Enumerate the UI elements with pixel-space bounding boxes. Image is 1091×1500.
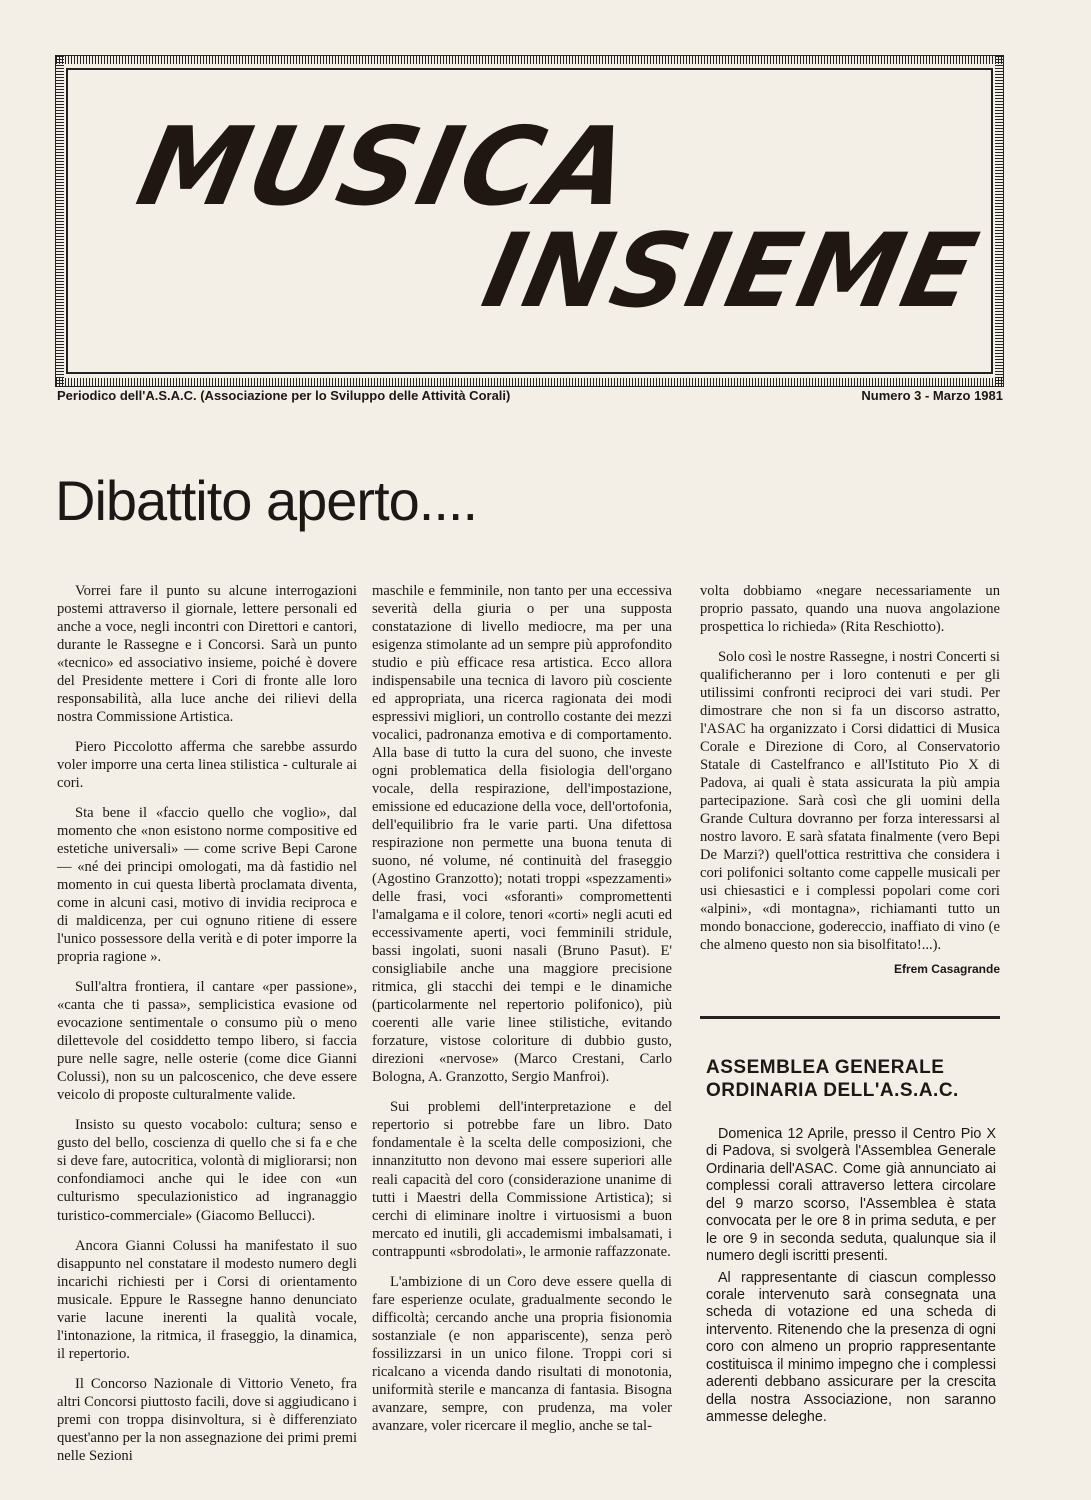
paragraph: maschile e femminile, non tanto per una eccessiva severità della giuria o per una supposta constatazione di livello mediocre, ma per una esigenza stimolante ad un sempre più approfondito studio e più efficace resa artistica. Ecco allora indispensabile una tecnica di lavoro più cosciente ed appropriata, una ricerca ragionata dei modi espressivi migliori, un controllo costante dei mezzi vocalici, padronanza emotiva e di comportamento. Alla base di tutto la cura del suono, che investe ogni problematica della fisiologia dell'organo vocale, della respirazione, dell'impostazione, emissione ed educazione della voce, dell'ortofonia, dell'equilibrio fra le varie parti. Una difettosa respirazione non permette una buona tenuta di suono, né volume, né continuità del fraseggio (Agostino Granzotto); notati troppi «spezzamenti» delle frasi, voci «sforanti» compromettenti l'amalgama e il colore, tenori «corti» negli acuti ed eccessivamente aperti, voci femminili stridule, bassi ingolati, suoni nasali (Bruno Pasut). E' consigliabile anche una maggiore precisione ritmica, gli stacchi dei tempi e le dinamiche (particolarmente nel repertorio polifonico), più coerenti alle varie linee stilistiche, evitando forzature, vistose coloriture di dubbio gusto, direzioni «nervose» (Marco Crestani, Carlo Bologna, A. Granzotto, Sergio Manfroi).: [372, 583, 672, 1086]
paragraph: L'ambizione di un Coro deve essere quella di fare esperienze oculate, gradualmente secondo le difficoltà; cercando anche una propria fisionomia sostanziale (e non appariscente), senza però fossilizzarsi in un unico filone. Troppi cori si ricalcano a vicenda dando risultati di monotonia, uniformità sterile e mancanza di fantasia. Bisogna avanzare, sempre, con prudenza, ma voler avanzare, voler ricercare il meglio, anche se tal-: [372, 1273, 672, 1434]
logo-title-line2: INSIEME: [473, 212, 989, 331]
paragraph: Sta bene il «faccio quello che voglio», dal momento che «non esistono norme compositive ed estetiche universali» — come scrive Bepi Carone — «né dei principi omologati, ma dà fastidio nel momento in cui questa libertà proclamata diventa, come in alcuni casi, motivo di invidia reciproca e di maldicenza, per cui ognuno ritiene di essere l'unico possessore della verità e di poter imporre la propria ragione ».: [57, 805, 357, 966]
section-divider: [700, 1016, 1000, 1019]
paragraph: volta dobbiamo «negare necessariamente un proprio passato, quando una nuova angolazione prospettica lo richieda» (Rita Reschiotto).: [700, 583, 1000, 636]
paragraph: Insisto su questo vocabolo: cultura; senso e gusto del bello, coscienza di quello che si fa e che si deve fare, autocritica, volontà di migliorarsi; non confondiamoci anche qui le idee con «un culturismo speculazionistico ad ingranaggio turistico-commerciale» (Giacomo Bellucci).: [57, 1117, 357, 1224]
paragraph: Al rappresentante di ciascun complesso corale intervenuto sarà consegnata una scheda di votazione ed una scheda di intervento. Ritenendo che la presenza di ogni coro con almeno un proprio rappresentante costituisca il minimo impegno che i complessi aderenti debbano assicurare per la crescita della nostra Associazione, non saranno ammesse deleghe.: [706, 1269, 996, 1425]
logo-title-line1: MUSICA: [127, 105, 643, 230]
issue-info: Numero 3 - Marzo 1981: [861, 388, 1003, 403]
article-column-2: [372, 582, 672, 1447]
masthead-border-top: [56, 56, 1003, 64]
publication-subtitle: Periodico dell'A.S.A.C. (Associazione per lo Sviluppo delle Attività Corali): [57, 388, 511, 403]
assembly-body: [706, 1126, 996, 1430]
article-column-1: [57, 582, 357, 1477]
masthead: [55, 55, 1004, 387]
paragraph: Sull'altra frontiera, il cantare «per passione», «canta che ti passa», semplicistica evasione od evocazione sentimentale o consumo più o meno dilettevole del cosiddetto tempo libero, si faccia pure nelle sagre, nelle osterie (come dice Gianni Colussi), non su un palcoscenico, che deve essere veicolo di proposte culturalmente valide.: [57, 979, 357, 1104]
paragraph: Piero Piccolotto afferma che sarebbe assurdo voler imporre una certa linea stilistica - culturale ai cori.: [57, 739, 357, 792]
masthead-border-bottom: [56, 378, 1003, 386]
paragraph: Ancora Gianni Colussi ha manifestato il suo disappunto nel constatare il modesto numero degli incarichi richiesti per i Corsi di orientamento musicale. Eppure le Rassegne hanno denunciato varie lacune inerenti la qualità vocale, l'intonazione, la ritmica, il fraseggio, la dinamica, il repertorio.: [57, 1237, 357, 1362]
paragraph: Domenica 12 Aprile, presso il Centro Pio X di Padova, si svolgerà l'Assemblea Generale Ordinaria dell'ASAC. Come già annunciato ai complessi corali attraverso lettera circolare del 9 marzo scorso, l'Assemblea è stata convocata per le ore 8 in prima seduta, e per le ore 9 in seconda seduta, qualunque sia il numero degli iscritti presenti.: [706, 1126, 996, 1265]
paragraph: Vorrei fare il punto su alcune interrogazioni postemi attraverso il giornale, lettere personali ed anche a voce, negli incontri con Direttori e cantori, durante le Rassegne e i Concorsi. Sarà un punto «tecnico» ed associativo insieme, poiché è dovere del Presidente mettere i Cori di fronte alle loro responsabilità, alla luce anche dei rilievi della nostra Commissione Artistica.: [57, 583, 357, 726]
masthead-border-right: [995, 56, 1003, 386]
assembly-title: ASSEMBLEA GENERALE ORDINARIA DELL'A.S.A.C.: [706, 1057, 959, 1101]
masthead-border-left: [56, 56, 64, 386]
article-column-3: [700, 582, 1000, 977]
paragraph: Solo così le nostre Rassegne, i nostri Concerti si qualificheranno per i loro contenuti e per gli utilissimi confronti reciproci dei vari studi. Per dimostrare che non si fa un discorso astratto, l'ASAC ha organizzato i Corsi didattici di Musica Corale e Direzione di Coro, al Conservatorio Statale di Castelfranco e all'Istituto Pio X di Padova, ai quali è stata assicurata la più ampia partecipazione. Sarà così che gli uomini della Grande Cultura dovranno per forza interessarsi al nostro lavoro. E sarà sfatata finalmente (vero Bepi De Marzi?) quell'ottica restrittiva che considera i cori polifonici soltanto come cappelle musicali per usi chiesastici e i complessi popolari come cori «alpini», «di montagna», richiamanti tutto un mondo bonaccione, godereccio, inaffiato di vino (e che almeno questo non sia bisolfitato!...).: [700, 649, 1000, 954]
paragraph: Sui problemi dell'interpretazione e del repertorio si potrebbe fare un libro. Dato fondamentale è la scelta delle composizioni, che innanzitutto non devono mai essere superiori alle reali capacità del coro (considerazione unanime di tutti i Maestri della Commissione Artistica); si cerchi di eliminare inoltre i virtuosismi a buon mercato ed inutili, gli accademismi imbalsamati, i contrappunti «sbrodolati», le armonie raffazzonate.: [372, 1099, 672, 1260]
article-headline: Dibattito aperto....: [55, 469, 478, 532]
paragraph: Il Concorso Nazionale di Vittorio Veneto, fra altri Concorsi piuttosto facili, dove si aggiudicano i premi con troppa disinvoltura, si è differenziato quest'anno per la non assegnazione dei primi premi nelle Sezioni: [57, 1375, 357, 1464]
article-signature: Efrem Casagrande: [893, 962, 1000, 977]
